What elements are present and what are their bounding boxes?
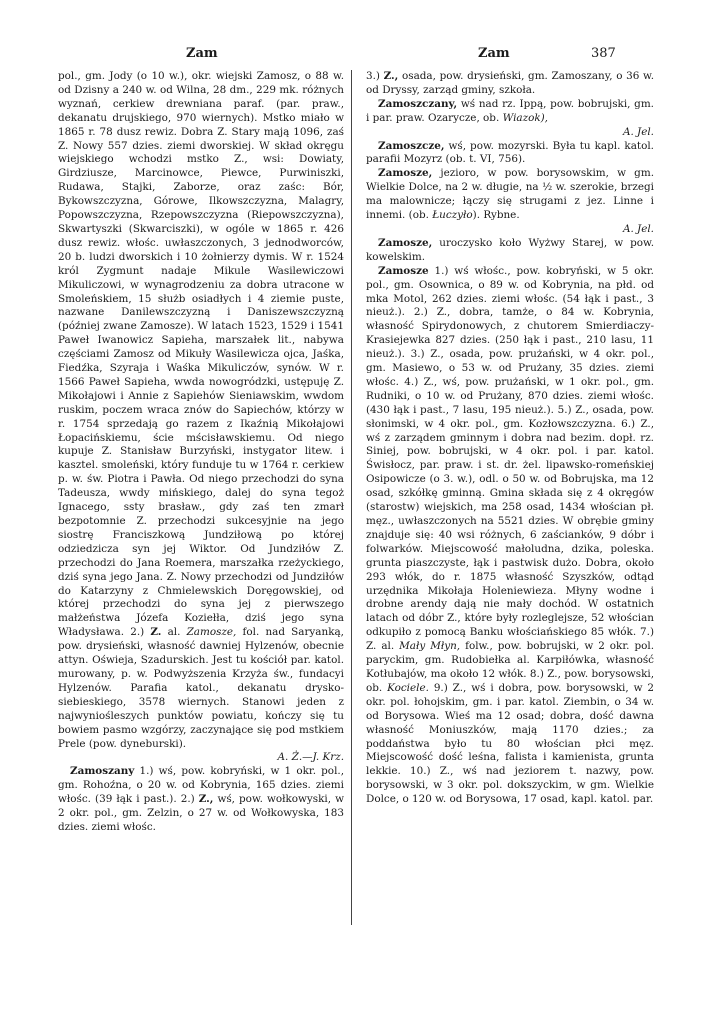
entry-abbrev: Z., bbox=[198, 793, 214, 806]
entry-headword: Zamosze, bbox=[378, 236, 433, 249]
entry-headword: Zamoszczany, bbox=[378, 97, 458, 110]
entry-text: jezioro, w pow. borysowskim, w gm. Wielkie Dolce, na 2 w. długie, na ½ w. szerokie, brzegi ma malownicze; łączy się strugami z jez. Linne i innemi. (ob. bbox=[366, 167, 654, 222]
entry-reference: Wiazok), bbox=[502, 111, 548, 124]
entry-text: 1.) wś, pow. kobryński, w 1 okr. pol., gm. Rohoźna, o 20 w. od Kobrynia, 165 dzies. ziemi włośc. (39 łąk i past.). 2.) bbox=[58, 765, 344, 806]
page-number: 387 bbox=[591, 46, 616, 61]
left-column bbox=[58, 70, 344, 835]
entry-zamosze-uroczysko bbox=[366, 237, 654, 265]
entry-zamosz-continuation bbox=[58, 70, 344, 765]
entry-headword: Zamosze bbox=[378, 264, 429, 277]
entry-zamosze-lake bbox=[366, 167, 654, 237]
entry-text: osada, pow. drysieński, gm. Zamoszany, o 36 w. od Dryssy, zarząd gminy, szkoła. bbox=[366, 70, 655, 96]
entry-headword: Zamoszany bbox=[70, 765, 135, 778]
entry-text: 3.) bbox=[366, 70, 380, 82]
entry-text: folw., pow. bobrujski, w 2 okr. pol. paryckim, gm. Rudobiełka al. Karpiłówka, własność Kotłubajów, ma około 12 włók. 8.) Z., pow. borysowski, ob. bbox=[366, 640, 654, 694]
entry-alias: Zamosze, bbox=[186, 626, 237, 639]
entry-headword: Zamosze, bbox=[378, 167, 433, 180]
author-signature: A. Ż.—J. Krz. bbox=[277, 751, 344, 764]
entry-abbrev: Z. bbox=[150, 626, 162, 639]
entry-reference: Kociele. bbox=[387, 681, 429, 694]
column-divider bbox=[351, 70, 352, 925]
entry-zamoszany bbox=[58, 765, 344, 835]
entry-reference: Łuczyło bbox=[432, 209, 473, 222]
entry-text: uroczysko koło Wyżwy Starej, w pow. kowelskim. bbox=[366, 236, 654, 263]
entry-text: pol., gm. Jody (o 10 w.), okr. wiejski Zamosz, o 88 w. od Dzisny a 240 w. od Wilna, 28 dm., 229 mk. różnych wyznań, cerkiew drewniana paraf. (par. praw., dekanatu drujskiego, 970 wiernych). Mstko miało w 1865 r. 78 dusz rewiz. Dobra Z. Stary mają 1096, zaś Z. Nowy 557 dzies. ziemi dworskiej. W skład okręgu wiejskiego wchodzi mstko Z., wsi: Dowiaty, Girdziusze, Marcinowce, Piewce, Purwiniszki, Rudawa, Stajki, Zaborze, oraz zaśc: Bór, Bykowszczyzna, Górowe, Ilkowszczyzna, Malagry, Popowszczyzna, Rzepowszczyzna (Riepowszczyzna), Skwartyszki (Skwarciszki), w ogóle w 1865 r. 426 dusz rewiz. włośc. uwłaszczonych, 3 jednodworców, 20 b. ludzi dworskich i 10 żołnierzy dymis. W r. 1524 król Zygmunt nadaje Mikule Wasilewiczowi Mikuliczowi, w wynagrodzeniu za dobra utracone w Smoleńskiem, 15 służb osiadłych i 4 ziemie puste, nazwane Danilewszczyzną i Daniszewszczyzną (później zwane Zamosze). W latach 1523, 1529 i 1541 Paweł Iwanowicz Sapieha, marszałek lit., nabywa częściami Zamosz od Mikuły Wasilewicza ojca, Jaśka, Fiedźka, Szyraja i Waśka Mikuliczów, synów. W r. 1566 Paweł Sapieha, wwda nowogródzki, ustępuję Z. Mikołajowi i Annie z Sapiehów Sieniawskim, wwdom ruskim, poczem wraca znów do Sapiechów, którzy w r. 1754 sprzedają go razem z Ikaźnią Mikołajowi Łopacińskiemu, ście mścisławskiemu. Od niego kupuje Z. Stanisław Burzyński, instygator litew. i kasztel. smoleński, który funduje tu w 1764 r. cerkiew p. w. św. Piotra i Pawła. Od niego przechodzi do syna Tadeusza, wwdy mińskiego, dalej do syna tegoż Ignacego, ssty brasław., gdy zaś ten zmarł bezpotomnie Z. przechodzi sukcesyjnie na jego siostrę Franciszkową Jundziłową po której odziedzicza syn jej Wiktor. Od Jundziłów Z. przechodzi do Jana Roemera, marszałka rzeżyckiego, dziś syna jego Jana. Z. Nowy przechodzi od Jundziłów do Katarzyny z Chmielewskich Doręgowskiej, od której przechodzi do syna jej z pierwszego małżeństwa Józefa Koziełła, dziś jego syna Władysława. 2.) bbox=[58, 70, 344, 639]
entry-text: 1.) wś włośc., pow. kobryński, w 5 okr. pol., gm. Osownica, o 89 w. od Kobrynia, na płd. od mka Motol, 262 dzies. ziemi włośc. (54 łąk i past., 3 nieuż.). 2.) Z., dobra, tamże, o 84 w. Kobrynia, własność Spirydonowych, z chutorem Smierdiaczy-Krasiejewka 827 dzies. (250 łąk i past., 210 lasu, 11 nieuż.). 3.) Z., osada, pow. prużański, w 4 okr. pol., gm. Masiewo, o 53 w. od Prużany, 35 dzies. ziemi włośc. 4.) Z., wś, pow. prużański, w 1 okr. pol., gm. Rudniki, o 10 w. od Prużany, 870 dzies. ziemi włośc. (430 łąk i past., 7 lasu, 195 nieuż.). 5.) Z., osada, pow. słonimski, w 4 okr. pol., gm. Kozłowszczyzna. 6.) Z., wś z zarządem gminnym i dobra nad bezim. dopł. rz. Siniej, pow. bobrujski, w 4 okr. pol. i par. katol. Świsłocz, par. praw. i st. dr. żel. lipawsko-romeńskiej Osipowicze (o 3. w.), odl. o 50 w. od Bobrujska, ma 12 osad, szkółkę gminną. Gmina składa się z 4 okręgów (starostw) wiejskich, ma 258 osad, 1434 włościan pł. męz., uwłaszczonych na 5521 dzies. W obrębie gminy znajduje się: 40 wsi różnych, 6 zaścianków, 9 dóbr i folwarków. Miejscowość małoludna, dzika, poleska. grunta piaszczyste, łąk i pastwisk dużo. Dobra, około 293 włók, do r. 1875 własność Szyszków, odtąd urzędnika Mikołaja Holeniewieza. Młyny wodne i drobne arendy dają nie mały dochód. W ostatnich latach od dóbr Z., które były rozleglejsze, 52 włościan odkupiło z pomocą Banku włościańskiego 85 włók. 7.) Z. al. bbox=[366, 264, 654, 653]
entry-text: wś, pow. mozyrski. Była tu kapl. katol. parafii Mozyrz (ob. t. VI, 756). bbox=[366, 139, 654, 166]
running-header bbox=[0, 46, 720, 66]
entry-text: wś, pow. wołkowyski, w 2 okr. pol., gm. Zelzin, o 27 w. od Wołkowyska, 183 dzies. ziemi włośc. bbox=[58, 793, 344, 833]
entry-alias: Mały Młyn, bbox=[399, 640, 461, 653]
entry-zamoszcze bbox=[366, 140, 654, 168]
entry-text: wś nad rz. Ippą, pow. bobrujski, gm. i par. praw. Ozarycze, ob. bbox=[366, 97, 654, 124]
header-left-word: Zam bbox=[186, 46, 218, 61]
entry-text: fol. nad Saryanką, pow. drysieński, własność dawniej Hylzenów, obecnie attyn. Oświeja, Szadurskich. Jest tu kościół par. katol. murowany, p. w. Podwyższenia Krzyża św., fundacyi Hylzenów. Parafia katol., dekanatu drysko-siebieskiego, 3578 wiernych. Stanowi jeden z najwyniośleszych punktów powiatu, kończy się tu bowiem pasmo wzgórzy, zaczynające się pod mstkiem Prele (pow. dyneburski). bbox=[58, 626, 344, 750]
author-signature: A. Jel. bbox=[622, 222, 654, 235]
right-column bbox=[366, 70, 654, 807]
author-signature: A. Jel. bbox=[622, 125, 654, 138]
entry-zamoszany-3 bbox=[366, 70, 654, 98]
entry-text: ). Rybne. bbox=[472, 209, 520, 222]
entry-zamoszczany bbox=[366, 98, 654, 140]
entry-zamosze-main bbox=[366, 265, 654, 807]
entry-abbrev: Z., bbox=[383, 70, 399, 82]
entry-headword: Zamoszcze, bbox=[378, 139, 445, 152]
header-right-word: Zam bbox=[478, 46, 510, 61]
entry-text: 9.) Z., wś i dobra, pow. borysowski, w 2 okr. pol. łohojskim, gm. i par. katol. Ziembin, o 34 w. od Borysowa. Wieś ma 12 osad; dobra, dość dawna własność Moniuszków, mają 1170 dzies.; za poddaństwa było tu 80 włościan płci męz. Miejscowość dość leśna, falista i kamienista, grunta lekkie. 10.) Z., wś nad jeziorem t. nazwy, pow. borysowski, w 3 okr. pol. dokszyckim, w gm. Wielkie Dolce, o 120 w. od Borysowa, 17 osad, kapl. katol. par. bbox=[366, 681, 654, 806]
entry-text: al. bbox=[167, 626, 181, 639]
